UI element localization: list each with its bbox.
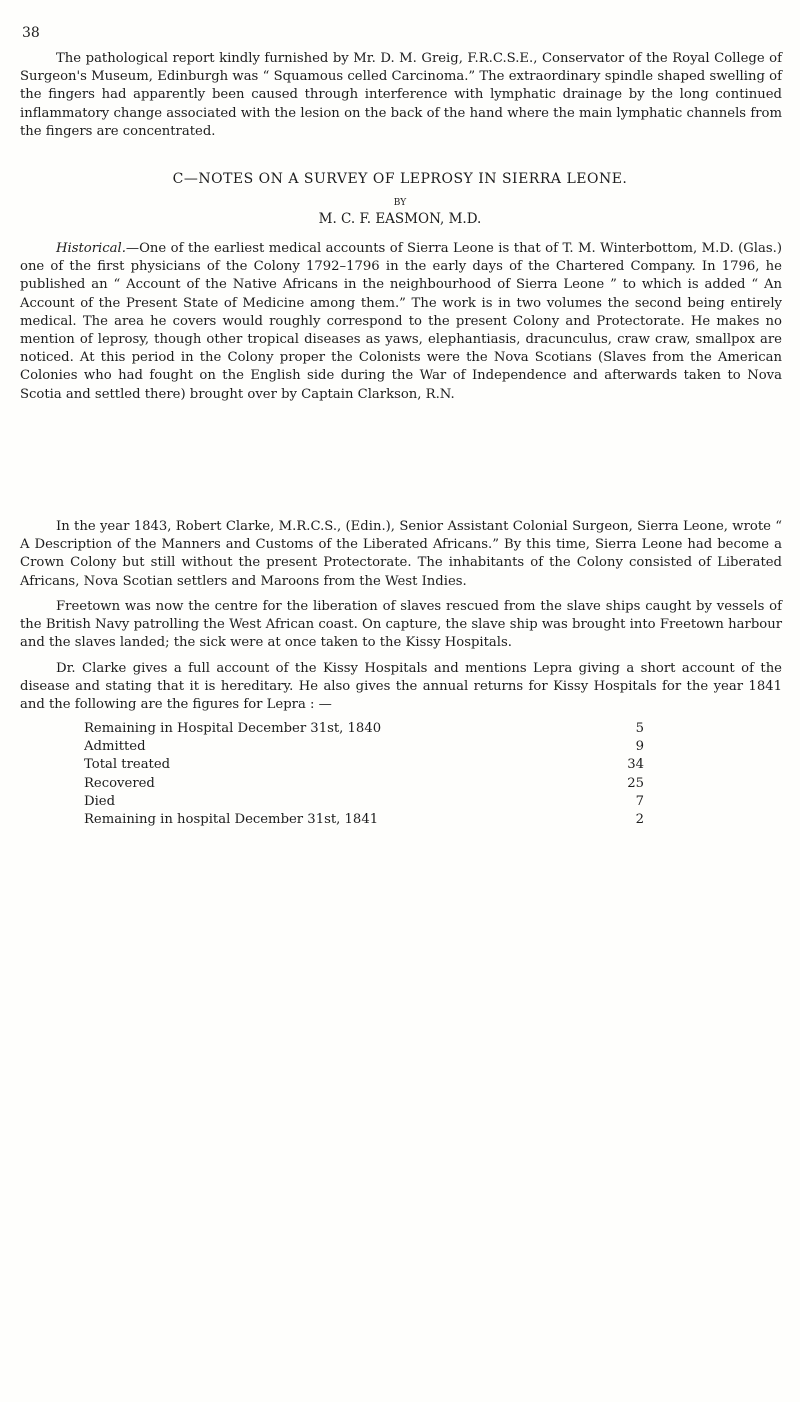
- paragraph-1843-block: [20, 518, 782, 591]
- figures-value: 25: [627, 775, 644, 791]
- figures-value: 5: [635, 721, 644, 736]
- page-number: 38: [22, 25, 40, 41]
- historical-paragraph: [20, 240, 782, 404]
- intro-paragraph-block: [20, 50, 782, 141]
- section-title: C—NOTES ON A SURVEY OF LEPROSY IN SIERRA LEONE.: [172, 171, 628, 187]
- figures-value: 2: [635, 811, 644, 827]
- figures-value: 7: [635, 793, 644, 809]
- figures-row: [84, 756, 644, 774]
- paragraph-1843: In the year 1843, Robert Clarke, M.R.C.S., (Edin.), Senior Assistant Colonial Surgeon, Sierra Leone, wrote “ A Description of the Manners and Customs of the Liberated Africans.” By this time, Sierra Leone had become a Crown Colony but still without the present Protectorate. The inhabitants of the Colony consisted of Liberated Africans, Nova Scotian settlers and Maroons from the West Indies.: [20, 519, 782, 589]
- paragraph-clarke: Dr. Clarke gives a full account of the Kissy Hospitals and mentions Lepra giving a short account of the disease and stating that it is hereditary. He also gives the annual returns for Kissy Hospitals for the year 1841 and the following are the figures for Lepra : —: [20, 661, 782, 713]
- section-by: BY: [393, 198, 407, 208]
- figures-row: [84, 811, 644, 829]
- figures-row: [84, 793, 644, 811]
- historical-block: [20, 240, 782, 404]
- figures-row: [84, 775, 644, 793]
- intro-paragraph: The pathological report kindly furnished by Mr. D. M. Greig, F.R.C.S.E., Conservator of the Royal College of Surgeon's Museum, Edinburgh was “ Squamous celled Carcinoma.” The extraordinary spindle shaped swelling of the fingers had apparently been caused through interference with lymphatic drainage by the long continued inflammatory change associated with the lesion on the back of the hand where the main lymphatic channels from the fingers are concentrated.: [20, 51, 782, 139]
- paragraph-clarke-block: [20, 660, 782, 715]
- figures-row: [84, 720, 644, 738]
- paragraph-freetown-block: [20, 598, 782, 653]
- figures-value: 34: [627, 757, 644, 773]
- figures-label: Admitted: [84, 739, 146, 755]
- figures-1841-list: [84, 720, 644, 829]
- figures-value: 9: [635, 739, 644, 755]
- figures-row: [84, 738, 644, 756]
- historical-label: Historical.: [56, 241, 126, 256]
- figures-label: Remaining in hospital December 31st, 1841: [84, 811, 379, 827]
- paragraph-freetown: Freetown was now the centre for the liberation of slaves rescued from the slave ships caught by vessels of the British Navy patrolling the West African coast. On capture, the slave ship was brought into Freetown harbour and the slaves landed; the sick were at once taken to the Kissy Hospitals.: [20, 599, 782, 651]
- figures-label: Total treated: [84, 757, 171, 773]
- historical-text: —One of the earliest medical accounts of Sierra Leone is that of T. M. Winterbottom, M.D. (Glas.) one of the first physicians of the Colony 1792–1796 in the early days of the Chartered Company. In 1796, he published an “ Account of the Native Africans in the neighbourhood of Sierra Leone ” to which is added “ An Account of the Present State of Medicine among them.” The work is in two volumes the second being entirely medical. The area he covers would roughly correspond to the present Colony and Protectorate. He makes no mention of leprosy, though other tropical diseases as yaws, elephantiasis, dracunculus, craw craw, smallpox are noticed. At this period in the Colony proper the Colonists were the Nova Scotians (Slaves from the American Colonies who had fought on the English side during the War of Independence and afterwards taken to Nova Scotia and settled there) brought over by Captain Clarkson, R.N.: [20, 241, 782, 402]
- figures-label: Died: [84, 793, 116, 809]
- section-author: M. C. F. EASMON, M.D.: [318, 211, 482, 227]
- figures-label: Recovered: [84, 775, 155, 791]
- figures-label: Remaining in Hospital December 31st, 1840: [84, 721, 382, 736]
